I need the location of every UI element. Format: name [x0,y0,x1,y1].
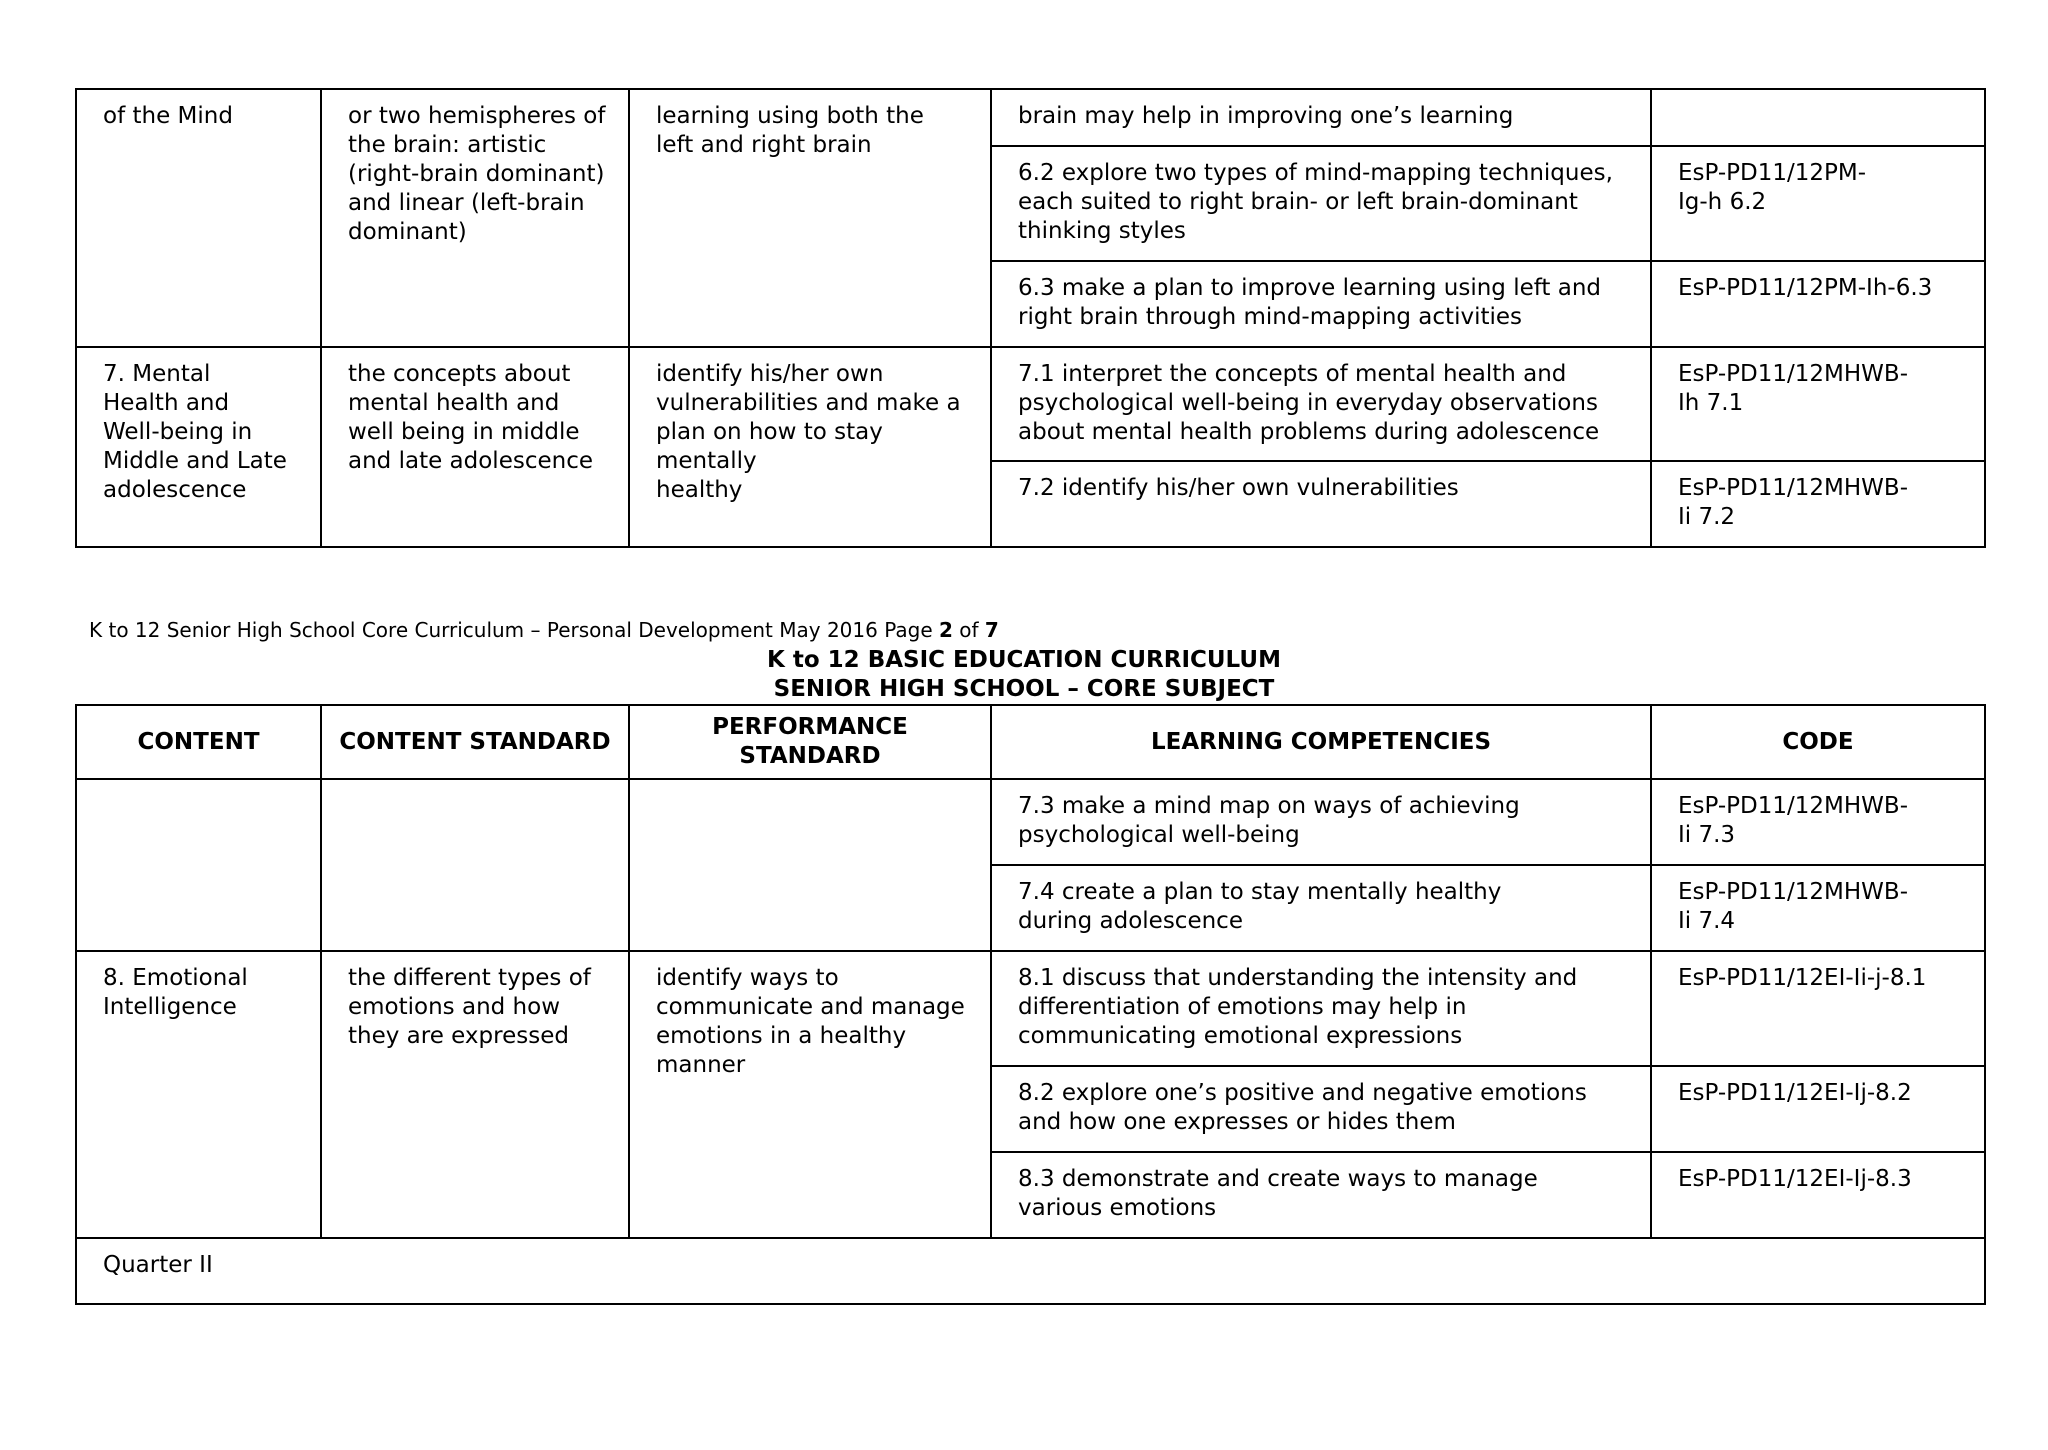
standard-line: well being in middle [348,419,580,445]
content-line: 7. Mental [103,361,211,387]
code-line: Ii 7.3 [1678,822,1736,848]
competency-line: 8.2 explore one’s positive and negative emotions [1018,1080,1587,1106]
competency-line: 7.3 make a mind map on ways of achieving [1018,793,1520,819]
code-line: Ig-h 6.2 [1678,189,1767,215]
code-line: EsP-PD11/12EI-Ij-8.2 [1678,1080,1912,1106]
code-cell [1651,951,1985,1066]
performance-standard-cell [629,951,991,1238]
content-cell [76,347,321,547]
standard-line: or two hemispheres of [348,103,606,129]
competency-line: differentiation of emotions may help in [1018,994,1467,1020]
page-footer [89,618,999,642]
code-line: EsP-PD11/12MHWB- [1678,475,1908,501]
header-content-standard: CONTENT STANDARD [321,705,629,779]
header-code: CODE [1651,705,1985,779]
competency-line: thinking styles [1018,218,1186,244]
competency-line: and how one expresses or hides them [1018,1109,1456,1135]
table-row [76,951,1985,1066]
competency-cell [991,779,1651,865]
performance-line: healthy [656,477,743,503]
document-subheading: SENIOR HIGH SCHOOL – CORE SUBJECT [773,676,1275,702]
competency-line: 8.3 demonstrate and create ways to manage [1018,1166,1538,1192]
code-line: Ii 7.4 [1678,908,1736,934]
competency-cell [991,461,1651,547]
header-learning-competencies: LEARNING COMPETENCIES [991,705,1651,779]
code-cell [1651,89,1985,146]
content-cell [76,89,321,347]
header-content: CONTENT [76,705,321,779]
performance-line: vulnerabilities and make a [656,390,961,416]
competency-cell [991,347,1651,461]
performance-line: identify his/her own [656,361,884,387]
competency-line: 7.4 create a plan to stay mentally healthy [1018,879,1502,905]
competency-line: 7.1 interpret the concepts of mental health and [1018,361,1567,387]
content-line: Middle and Late [103,448,287,474]
competency-line: 8.1 discuss that understanding the intensity and [1018,965,1578,991]
standard-line: the brain: artistic [348,132,547,158]
code-line: EsP-PD11/12MHWB- [1678,793,1908,819]
standard-line: mental health and [348,390,560,416]
competency-cell [991,1152,1651,1238]
competency-line: 6.3 make a plan to improve learning using left and [1018,275,1602,301]
content-line: adolescence [103,477,247,503]
standard-line: emotions and how [348,994,561,1020]
content-cell [76,779,321,951]
code-cell [1651,865,1985,951]
content-standard-cell [321,89,629,347]
quarter-label: Quarter II [76,1238,1985,1304]
performance-standard-cell [629,89,991,347]
competency-line: right brain through mind-mapping activities [1018,304,1523,330]
content-line: of the Mind [103,103,233,129]
code-line: EsP-PD11/12EI-Ij-8.3 [1678,1166,1912,1192]
code-cell [1651,261,1985,347]
page-total: 7 [984,618,999,642]
performance-standard-cell [629,347,991,547]
standard-line: dominant) [348,219,467,245]
quarter-row [76,1238,1985,1304]
code-line: EsP-PD11/12EI-Ii-j-8.1 [1678,965,1927,991]
performance-line: manner [656,1052,746,1078]
performance-line: mentally [656,448,757,474]
curriculum-table [75,704,1986,1305]
standard-line: the concepts about [348,361,571,387]
code-line: EsP-PD11/12PM-Ih-6.3 [1678,275,1933,301]
competency-line: communicating emotional expressions [1018,1023,1463,1049]
competency-cell [991,146,1651,261]
competency-line: 6.2 explore two types of mind-mapping techniques, [1018,160,1613,186]
header-performance-standard: PERFORMANCE STANDARD [629,705,991,779]
code-cell [1651,461,1985,547]
competency-line: during adolescence [1018,908,1243,934]
competency-line: psychological well-being in everyday observations [1018,390,1598,416]
content-line: Well-being in [103,419,253,445]
code-line: Ii 7.2 [1678,504,1736,530]
standard-line: the different types of [348,965,591,991]
performance-line: learning using both the [656,103,924,129]
competency-cell [991,1066,1651,1152]
code-line: EsP-PD11/12MHWB- [1678,879,1908,905]
code-cell [1651,347,1985,461]
performance-standard-cell [629,779,991,951]
competency-cell [991,951,1651,1066]
competency-line: various emotions [1018,1195,1217,1221]
content-standard-cell [321,951,629,1238]
code-cell [1651,1152,1985,1238]
competency-cell [991,865,1651,951]
page-number: 2 [939,618,953,642]
competency-line: about mental health problems during adolescence [1018,419,1600,445]
code-line: Ih 7.1 [1678,390,1744,416]
competency-line: psychological well-being [1018,822,1300,848]
footer-text: K to 12 Senior High School Core Curriculum – Personal Development May 2016 Page [89,618,939,642]
content-cell [76,951,321,1238]
performance-line: identify ways to [656,965,839,991]
content-standard-cell [321,347,629,547]
table-row [76,347,1985,461]
competency-cell [991,261,1651,347]
standard-line: and late adolescence [348,448,594,474]
competency-line: brain may help in improving one’s learning [1018,103,1514,129]
performance-line: left and right brain [656,132,872,158]
table-row [76,779,1985,865]
standard-line: (right-brain dominant) [348,161,605,187]
content-line: Intelligence [103,994,237,1020]
document-heading: K to 12 BASIC EDUCATION CURRICULUM [767,647,1281,673]
content-standard-cell [321,779,629,951]
code-cell [1651,779,1985,865]
standard-line: they are expressed [348,1023,569,1049]
content-line: Health and [103,390,230,416]
code-cell [1651,1066,1985,1152]
table-row [76,89,1985,146]
standard-line: and linear (left-brain [348,190,585,216]
competency-line: each suited to right brain- or left brain-dominant [1018,189,1578,215]
performance-line: plan on how to stay [656,419,883,445]
performance-line: emotions in a healthy [656,1023,907,1049]
performance-line: communicate and manage [656,994,965,1020]
code-line: EsP-PD11/12MHWB- [1678,361,1908,387]
table-header-row [76,705,1985,779]
code-cell [1651,146,1985,261]
code-line: EsP-PD11/12PM- [1678,160,1867,186]
competency-line: 7.2 identify his/her own vulnerabilities [1018,475,1459,501]
content-line: 8. Emotional [103,965,248,991]
curriculum-table-continued [75,88,1986,548]
competency-cell [991,89,1651,146]
footer-of-text: of [952,618,985,642]
